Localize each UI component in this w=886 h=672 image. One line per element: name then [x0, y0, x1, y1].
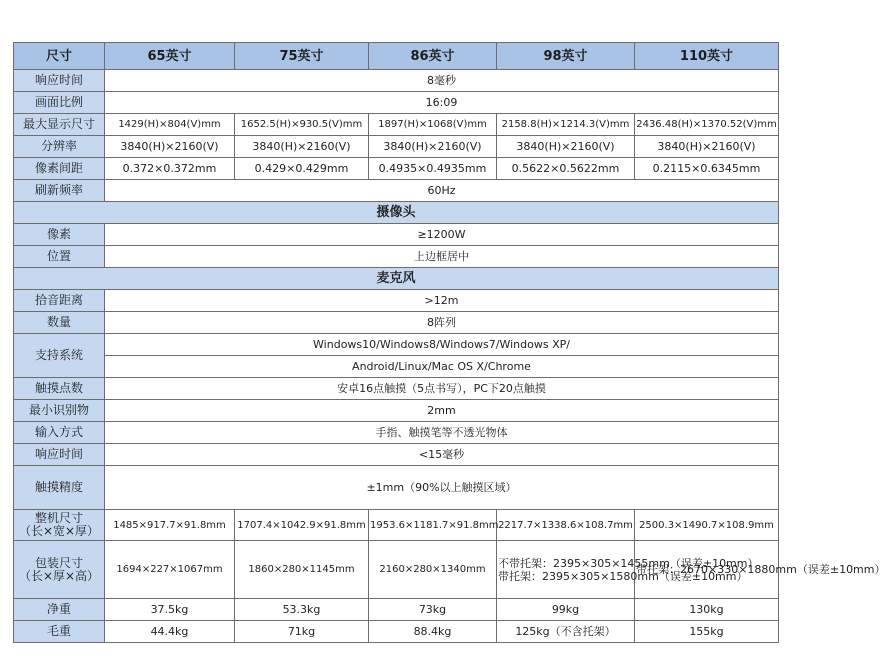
row-value: <15毫秒 — [105, 444, 779, 466]
header-size-label: 尺寸 — [14, 43, 105, 70]
row-unit-size — [14, 510, 779, 541]
row-value: ±1mm（90%以上触摸区域） — [105, 466, 779, 510]
header-size-98: 98英寸 — [497, 43, 635, 70]
cell-value: 0.4935×0.4935mm — [369, 158, 497, 180]
row-label-line1: 整机尺寸 — [34, 511, 83, 525]
cell-value: 1897(H)×1068(V)mm — [369, 114, 497, 136]
row-camera-pixels — [14, 224, 779, 246]
row-label — [14, 510, 105, 541]
row-supported-systems — [14, 334, 779, 356]
cell-value: 0.372×0.372mm — [105, 158, 235, 180]
row-label-line1: 包装尺寸 — [34, 555, 83, 570]
row-package-size — [14, 541, 779, 599]
row-value: 8毫秒 — [105, 70, 779, 92]
header-size-75: 75英寸 — [235, 43, 369, 70]
section-title: 麦克风 — [14, 268, 779, 290]
cell-value: 53.3kg — [235, 599, 369, 621]
cell-value: 3840(H)×2160(V) — [105, 136, 235, 158]
row-label: 支持系统 — [14, 334, 105, 378]
cell-value: 2160×280×1340mm — [369, 541, 497, 599]
row-label: 触摸点数 — [14, 378, 105, 400]
header-row — [14, 43, 779, 70]
cell-value: 2500.3×1490.7×108.9mm — [635, 510, 779, 541]
section-microphone — [14, 268, 779, 290]
cell-value: 1652.5(H)×930.5(V)mm — [235, 114, 369, 136]
row-label: 响应时间 — [14, 444, 105, 466]
cell-value: 3840(H)×2160(V) — [497, 136, 635, 158]
section-title: 摄像头 — [14, 202, 779, 224]
row-value: 16:09 — [105, 92, 779, 114]
row-label-line2: （长×宽×厚） — [18, 524, 100, 538]
cell-value: 1953.6×1181.7×91.8mm — [369, 510, 497, 541]
cell-value: 0.429×0.429mm — [235, 158, 369, 180]
cell-value: 130kg — [635, 599, 779, 621]
row-touch-response — [14, 444, 779, 466]
row-value: 2mm — [105, 400, 779, 422]
row-value: 8阵列 — [105, 312, 779, 334]
row-label: 像素间距 — [14, 158, 105, 180]
row-label: 拾音距离 — [14, 290, 105, 312]
row-mic-count — [14, 312, 779, 334]
row-label: 净重 — [14, 599, 105, 621]
header-size-86: 86英寸 — [369, 43, 497, 70]
cell-value: 1485×917.7×91.8mm — [105, 510, 235, 541]
cell-value: 1707.4×1042.9×91.8mm — [235, 510, 369, 541]
row-value: 手指、触摸笔等不透光物体 — [105, 422, 779, 444]
row-value: 上边框居中 — [105, 246, 779, 268]
cell-value: 2158.8(H)×1214.3(V)mm — [497, 114, 635, 136]
cell-value: 1429(H)×804(V)mm — [105, 114, 235, 136]
row-touch-points — [14, 378, 779, 400]
row-value-line1: Windows10/Windows8/Windows7/Windows XP/ — [105, 334, 779, 356]
row-max-display-size — [14, 114, 779, 136]
cell-value: 1694×227×1067mm — [105, 541, 235, 599]
row-input-method — [14, 422, 779, 444]
row-pixel-pitch — [14, 158, 779, 180]
cell-value: 73kg — [369, 599, 497, 621]
cell-value-98 — [497, 541, 759, 599]
cell-value: 125kg（不含托架） — [497, 621, 635, 643]
row-label: 数量 — [14, 312, 105, 334]
row-label: 分辨率 — [14, 136, 105, 158]
header-size-65: 65英寸 — [105, 43, 235, 70]
cell-value: 3840(H)×2160(V) — [235, 136, 369, 158]
cell-value: 99kg — [497, 599, 635, 621]
cell-value: 1860×280×1145mm — [235, 541, 369, 599]
row-label: 触摸精度 — [14, 466, 105, 510]
package-98-with-bracket: 带托架：2395×305×1580mm（误差±10mm） — [498, 569, 748, 583]
cell-value: 3840(H)×2160(V) — [369, 136, 497, 158]
row-label: 最大显示尺寸 — [14, 114, 105, 136]
cell-value: 37.5kg — [105, 599, 235, 621]
row-gross-weight — [14, 621, 779, 643]
row-label: 毛重 — [14, 621, 105, 643]
cell-value: 0.5622×0.5622mm — [497, 158, 635, 180]
row-label — [14, 541, 105, 599]
spec-table-container — [13, 42, 886, 643]
cell-value: 0.2115×0.6345mm — [635, 158, 779, 180]
row-value: 60Hz — [105, 180, 779, 202]
spec-table — [13, 42, 886, 643]
row-value: 安卓16点触摸（5点书写），PC下20点触摸 — [105, 378, 779, 400]
row-min-object — [14, 400, 779, 422]
row-label: 输入方式 — [14, 422, 105, 444]
cell-value: 3840(H)×2160(V) — [635, 136, 779, 158]
header-size-110: 110英寸 — [635, 43, 779, 70]
section-camera — [14, 202, 779, 224]
cell-value: 88.4kg — [369, 621, 497, 643]
row-value: >12m — [105, 290, 779, 312]
row-camera-position — [14, 246, 779, 268]
row-net-weight — [14, 599, 779, 621]
cell-value: 155kg — [635, 621, 779, 643]
row-touch-precision — [14, 466, 779, 510]
package-98-no-bracket: 不带托架：2395×305×1455mm（误差±10mm） — [498, 556, 759, 570]
row-aspect-ratio — [14, 92, 779, 114]
row-refresh-rate — [14, 180, 779, 202]
row-label: 画面比例 — [14, 92, 105, 114]
cell-value: 2217.7×1338.6×108.7mm — [497, 510, 635, 541]
row-value-line2: Android/Linux/Mac OS X/Chrome — [105, 356, 779, 378]
row-label: 响应时间 — [14, 70, 105, 92]
row-label-line2: （长×厚×高） — [18, 568, 100, 583]
row-response-time — [14, 70, 779, 92]
cell-value: 44.4kg — [105, 621, 235, 643]
cell-value: 2436.48(H)×1370.52(V)mm — [635, 114, 779, 136]
row-value: ≥1200W — [105, 224, 779, 246]
row-label: 刷新频率 — [14, 180, 105, 202]
row-pickup-distance — [14, 290, 779, 312]
row-label: 位置 — [14, 246, 105, 268]
cell-value: 71kg — [235, 621, 369, 643]
row-label: 像素 — [14, 224, 105, 246]
row-label: 最小识别物 — [14, 400, 105, 422]
row-supported-systems-2 — [14, 356, 779, 378]
row-resolution — [14, 136, 779, 158]
cell-value-110: 带托架：2670×330×1880mm（误差±10mm） — [635, 541, 779, 599]
